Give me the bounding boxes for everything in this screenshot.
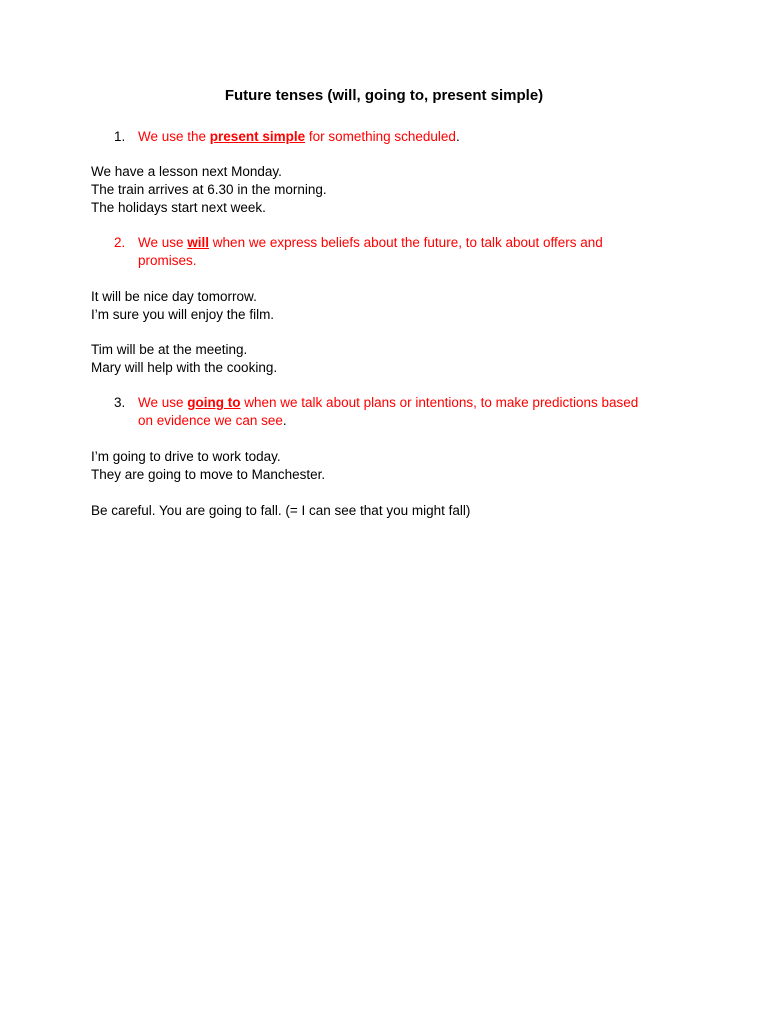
document-title: Future tenses (will, going to, present simple) [224, 87, 544, 104]
example-line: We have a lesson next Monday. [91, 164, 282, 179]
rule-2-prefix: We use [138, 235, 188, 250]
rule-3-prefix: We use [138, 395, 188, 410]
examples-will-offers [91, 341, 731, 377]
example-line: I’m going to drive to work today. [91, 449, 281, 464]
rule-3-keyword: going to [187, 395, 241, 410]
rule-3-end: . [282, 413, 287, 428]
example-line: The holidays start next week. [91, 200, 266, 215]
example-line: It will be nice day tomorrow. [91, 289, 257, 304]
example-line: The train arrives at 6.30 in the morning. [91, 182, 327, 197]
rule-3-suffix-line-2: on evidence we can see [138, 413, 283, 428]
rule-2-suffix-line-2: promises. [138, 253, 197, 268]
rule-1 [114, 128, 678, 146]
example-line: Mary will help with the cooking. [91, 360, 278, 375]
rule-1-end: . [455, 129, 460, 144]
rule-2 [114, 234, 678, 270]
rule-1-keyword: present simple [209, 129, 306, 144]
rule-1-number: 1. [114, 129, 126, 144]
example-line: Tim will be at the meeting. [91, 342, 248, 357]
rule-1-prefix: We use the [138, 129, 210, 144]
examples-going-to-plans [91, 448, 731, 484]
rule-2-number: 2. [114, 235, 126, 250]
rule-2-keyword: will [187, 235, 210, 250]
rule-3 [114, 394, 678, 430]
example-line: They are going to move to Manchester. [91, 467, 326, 482]
rule-3-suffix-line-1: when we talk about plans or intentions, to make predictions based [240, 395, 639, 410]
example-line: Be careful. You are going to fall. (= I can see that you might fall) [91, 503, 471, 518]
example-line: I’m sure you will enjoy the film. [91, 307, 275, 322]
examples-going-to-evidence [91, 502, 731, 520]
rule-3-number: 3. [114, 395, 126, 410]
rule-2-suffix-line-1: when we express beliefs about the future, to talk about offers and [209, 235, 603, 250]
examples-will-beliefs [91, 288, 731, 324]
examples-present-simple [91, 163, 731, 217]
rule-1-suffix: for something scheduled [305, 129, 456, 144]
